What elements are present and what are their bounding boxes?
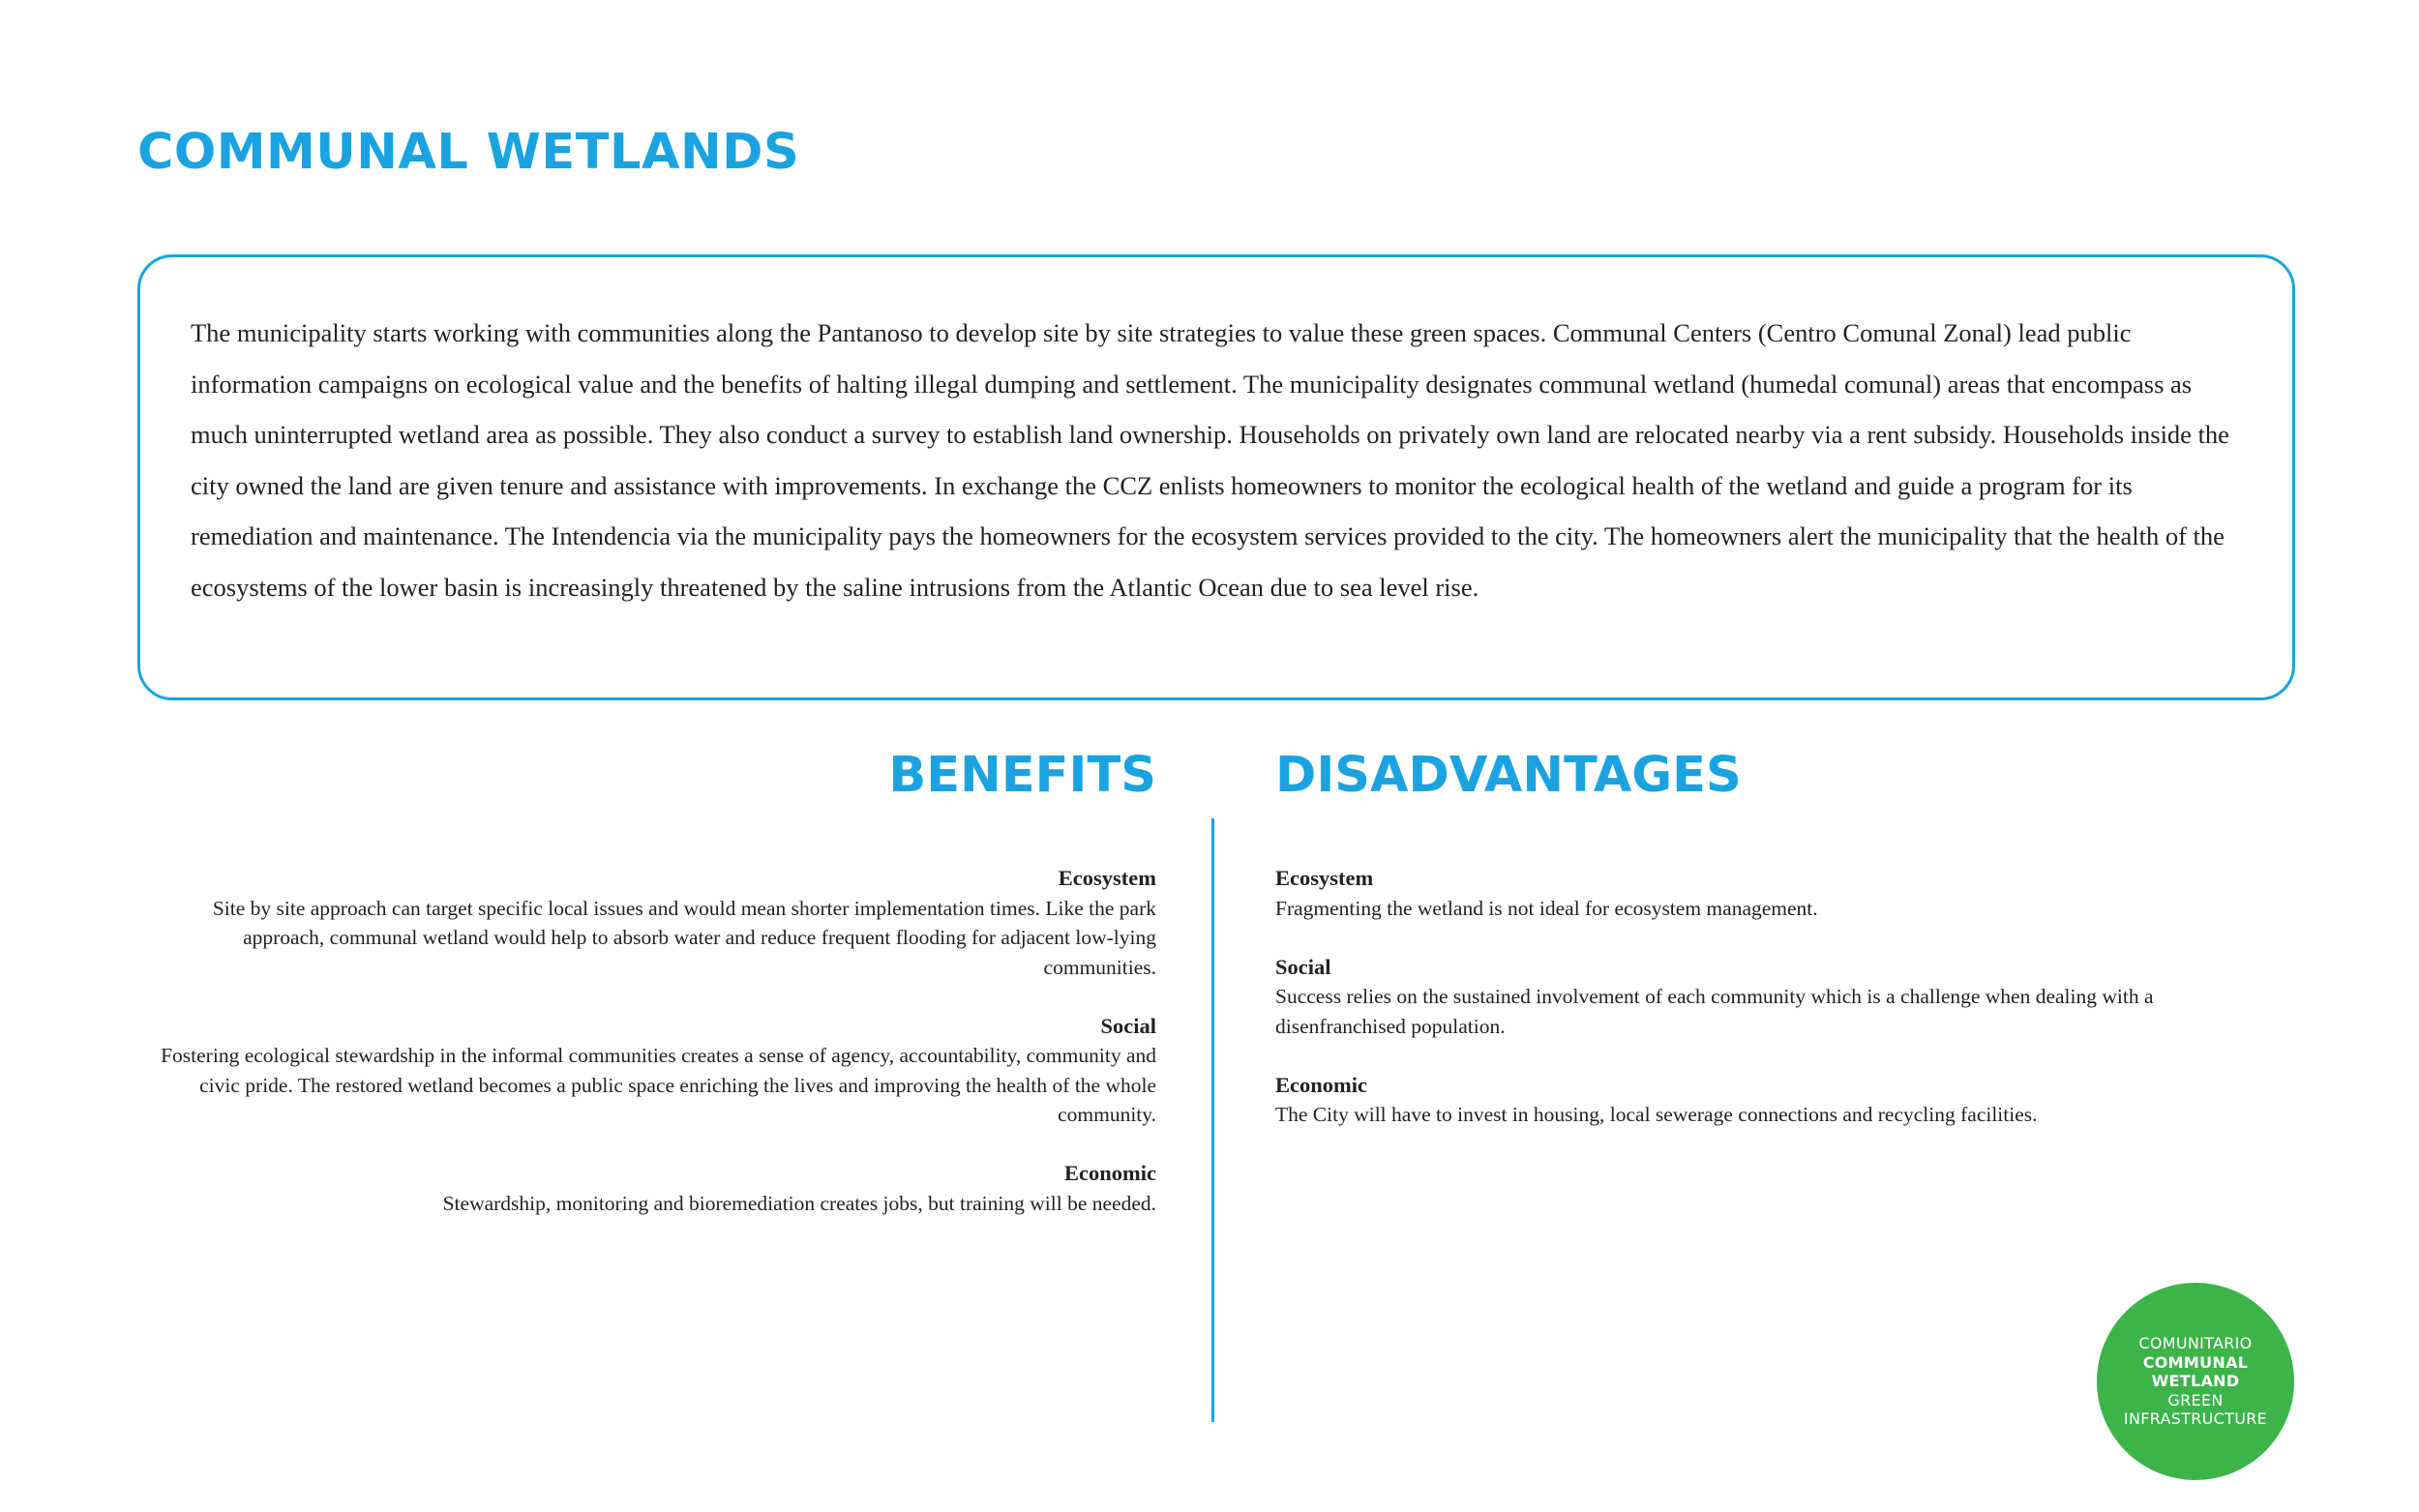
- benefits-column: [135, 864, 1156, 1248]
- communal-wetland-badge: [2097, 1283, 2294, 1480]
- benefit-economic: [135, 1159, 1156, 1218]
- benefit-ecosystem: [135, 864, 1156, 982]
- disadvantage-social-text: Success relies on the sustained involvement of each community which is a challenge when dealing with a disenfranchised population.: [1275, 985, 2154, 1038]
- intro-paragraph: The municipality starts working with communities along the Pantanoso to develop site by site strategies to value these green spaces. Communal Centers (Centro Comunal Zonal) lead public information campaigns on ecological value and the benefits of halting illegal dumping and settlement. The municipality designates communal wetland (humedal comunal) areas that encompass as much uninterrupted wetland area as possible. They also conduct a survey to establish land ownership. Households on privately own land are relocated nearby via a rent subsidy. Households inside the city owned the land are given tenure and assistance with improvements. In exchange the CCZ enlists homeowners to monitor the ecological health of the wetland and guide a program for its remediation and maintenance. The Intendencia via the municipality pays the homeowners for the ecosystem services provided to the city. The homeowners alert the municipality that the health of the ecosystems of the lower basin is increasingly threatened by the saline intrusions from the Atlantic Ocean due to sea level rise.: [191, 318, 2229, 602]
- disadvantage-ecosystem-text: Fragmenting the wetland is not ideal for ecosystem management.: [1275, 896, 1818, 920]
- disadvantages-heading: DISADVANTAGES: [1275, 747, 1742, 804]
- benefit-social-title: Social: [1100, 1013, 1156, 1038]
- disadvantages-column: [1275, 864, 2262, 1159]
- benefit-economic-text: Stewardship, monitoring and bioremediation creates jobs, but training will be needed.: [442, 1191, 1156, 1215]
- disadvantage-ecosystem: [1275, 864, 2262, 923]
- badge-line-infrastructure: INFRASTRUCTURE: [2123, 1409, 2268, 1429]
- disadvantage-economic-title: Economic: [1275, 1072, 1367, 1097]
- benefit-social: [135, 1012, 1156, 1130]
- disadvantage-economic: [1275, 1071, 2262, 1130]
- benefit-economic-title: Economic: [1064, 1161, 1156, 1185]
- intro-panel: [137, 254, 2295, 700]
- disadvantage-economic-text: The City will have to invest in housing, local sewerage connections and recycling facilities.: [1275, 1103, 2038, 1126]
- benefit-social-text: Fostering ecological stewardship in the informal communities creates a sense of agency, accountability, community and civic pride. The restored wetland becomes a public space enriching the lives and improving the health of the whole community.: [161, 1044, 1156, 1126]
- badge-line-communal: COMMUNAL: [2142, 1352, 2249, 1372]
- badge-line-green: GREEN: [2167, 1390, 2224, 1409]
- column-divider: [1211, 818, 1214, 1422]
- page-title: COMMUNAL WETLANDS: [137, 124, 800, 181]
- disadvantage-social: [1275, 953, 2262, 1042]
- benefit-ecosystem-title: Ecosystem: [1058, 866, 1156, 890]
- badge-line-comunitario: COMUNITARIO: [2138, 1334, 2253, 1353]
- disadvantage-social-title: Social: [1275, 954, 1331, 979]
- disadvantage-ecosystem-title: Ecosystem: [1275, 866, 1374, 890]
- benefits-heading: BENEFITS: [888, 747, 1156, 804]
- benefit-ecosystem-text: Site by site approach can target specific local issues and would mean shorter implementation times. Like the park approach, communal wetland would help to absorb water and reduce frequent flooding for adjacent low-lying communities.: [212, 896, 1156, 979]
- badge-line-wetland: WETLAND: [2151, 1372, 2240, 1391]
